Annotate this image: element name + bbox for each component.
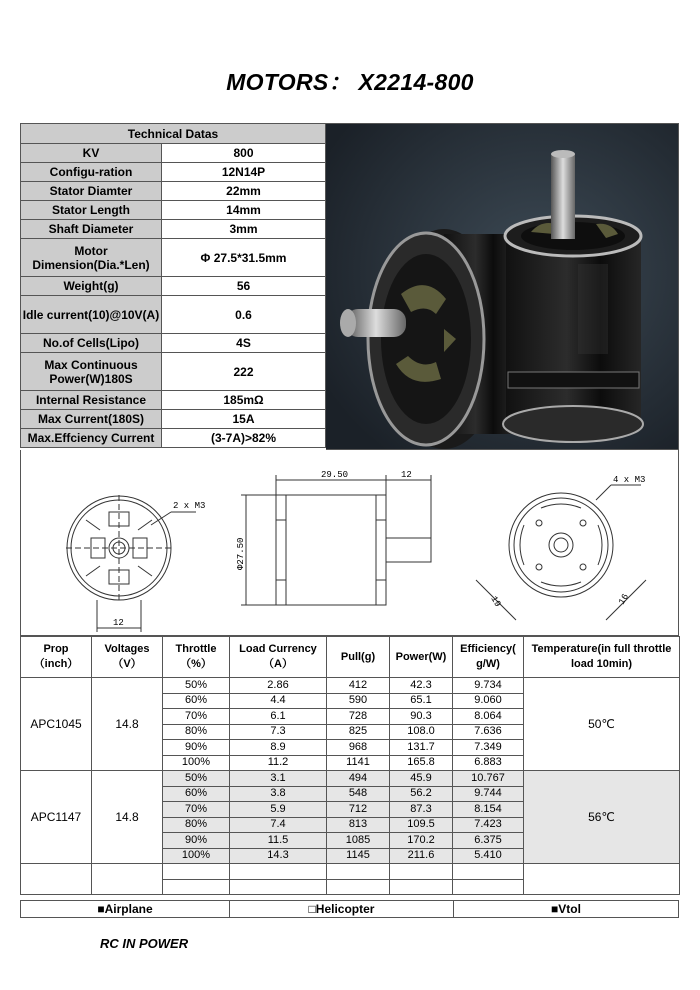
spec-label: Configu-ration [21,163,162,182]
spec-value: 0.6 [162,296,326,334]
current-cell: 7.4 [230,817,327,833]
spec-value: 185mΩ [162,391,326,410]
page-title: MOTORS： X2214-800 [226,69,474,95]
current-cell: 11.2 [230,755,327,771]
power-cell: 211.6 [390,848,453,864]
power-cell: 65.1 [390,693,453,709]
spec-label: No.of Cells(Lipo) [21,334,162,353]
vtol-checkbox: ■Vtol [454,901,679,918]
spec-label: Max.Effciency Current [21,429,162,448]
spec-value: (3-7A)>82% [162,429,326,448]
empty-cell [230,864,327,880]
pull-cell: 1145 [327,848,390,864]
empty-cell [163,879,230,895]
empty-cell [230,879,327,895]
spec-value: 4S [162,334,326,353]
empty-row [21,864,680,880]
spec-value: 15A [162,410,326,429]
spec-label: KV [21,144,162,163]
power-cell: 108.0 [390,724,453,740]
empty-cell [163,864,230,880]
pull-cell: 712 [327,802,390,818]
header-voltage: Voltages （V） [92,637,163,678]
temperature-cell: 56℃ [524,771,680,864]
power-cell: 109.5 [390,817,453,833]
spec-label: Idle current(10)@10V(A) [21,296,162,334]
rear-dim-label-1: 19 [488,594,503,609]
power-cell: 42.3 [390,678,453,694]
power-cell: 45.9 [390,771,453,787]
current-cell: 5.9 [230,802,327,818]
empty-cell [390,864,453,880]
throttle-cell: 90% [163,740,230,756]
application-footer [20,900,679,918]
header-prop: Prop （inch） [21,637,92,678]
throttle-cell: 60% [163,786,230,802]
empty-cell [453,864,524,880]
spec-value: 12N14P [162,163,326,182]
empty-cell [390,879,453,895]
airplane-checkbox: ■Airplane [21,901,230,918]
throttle-cell: 70% [163,709,230,725]
efficiency-cell: 9.744 [453,786,524,802]
front-dim-label: 12 [113,618,124,628]
efficiency-cell: 8.064 [453,709,524,725]
header-throttle: Throttle （%） [163,637,230,678]
voltage-cell: 14.8 [92,771,163,864]
prop-cell: APC1045 [21,678,92,771]
spec-label: Internal Resistance [21,391,162,410]
empty-cell [327,864,390,880]
pull-cell: 1141 [327,755,390,771]
side-diameter-label: Φ27.50 [236,537,246,570]
helicopter-checkbox: □Helicopter [230,901,454,918]
throttle-cell: 100% [163,848,230,864]
empty-cell [524,864,680,895]
efficiency-cell: 9.734 [453,678,524,694]
throttle-cell: 50% [163,771,230,787]
current-cell: 4.4 [230,693,327,709]
throttle-cell: 50% [163,678,230,694]
throttle-cell: 80% [163,724,230,740]
spec-value: 3mm [162,220,326,239]
efficiency-cell: 9.060 [453,693,524,709]
spec-table [20,123,326,448]
performance-table [20,636,680,895]
power-cell: 131.7 [390,740,453,756]
current-cell: 11.5 [230,833,327,849]
side-shaft-label: 12 [401,470,412,480]
current-cell: 2.86 [230,678,327,694]
current-cell: 3.1 [230,771,327,787]
power-cell: 170.2 [390,833,453,849]
spec-label: Weight(g) [21,277,162,296]
power-cell: 165.8 [390,755,453,771]
empty-cell [21,864,92,895]
empty-cell [92,864,163,895]
power-cell: 87.3 [390,802,453,818]
spec-label: Stator Length [21,201,162,220]
efficiency-cell: 5.410 [453,848,524,864]
efficiency-cell: 7.349 [453,740,524,756]
temperature-cell: 50℃ [524,678,680,771]
pull-cell: 590 [327,693,390,709]
spec-label: Max Current(180S) [21,410,162,429]
prop-cell: APC1147 [21,771,92,864]
spec-value: Φ 27.5*31.5mm [162,239,326,277]
throttle-cell: 100% [163,755,230,771]
front-motor-can [506,234,641,424]
efficiency-cell: 7.423 [453,817,524,833]
current-cell: 14.3 [230,848,327,864]
pull-cell: 412 [327,678,390,694]
spec-value: 14mm [162,201,326,220]
empty-cell [453,879,524,895]
table-row [21,678,680,694]
efficiency-cell: 10.767 [453,771,524,787]
pull-cell: 968 [327,740,390,756]
header-power: Power(W) [390,637,453,678]
technical-drawing [20,450,679,636]
pull-cell: 1085 [327,833,390,849]
pull-cell: 494 [327,771,390,787]
pull-cell: 728 [327,709,390,725]
efficiency-cell: 6.883 [453,755,524,771]
header-temperature: Temperature(in full throttle load 10min) [524,637,680,678]
throttle-cell: 60% [163,693,230,709]
empty-cell [327,879,390,895]
throttle-cell: 80% [163,817,230,833]
front-mount-label: 2 x M3 [173,501,206,511]
spec-header: Technical Datas [21,124,326,144]
spec-label: Stator Diamter [21,182,162,201]
efficiency-cell: 8.154 [453,802,524,818]
side-length-label: 29.50 [321,470,349,480]
spec-value: 22mm [162,182,326,201]
spec-value: 56 [162,277,326,296]
spec-label: Motor Dimension(Dia.*Len) [21,239,162,277]
spec-label: Shaft Diameter [21,220,162,239]
table-row [21,771,680,787]
spec-value: 800 [162,144,326,163]
header-load-current: Load Currency （A） [230,637,327,678]
current-cell: 8.9 [230,740,327,756]
header-pull: Pull(g) [327,637,390,678]
pull-cell: 548 [327,786,390,802]
rear-mount-label: 4 x M3 [613,475,646,485]
power-cell: 56.2 [390,786,453,802]
motor-render [326,124,679,450]
pull-cell: 825 [327,724,390,740]
efficiency-cell: 6.375 [453,833,524,849]
throttle-cell: 70% [163,802,230,818]
spec-label: Max Continuous Power(W)180S [21,353,162,391]
rear-dim-label-2: 16 [616,592,632,607]
throttle-cell: 90% [163,833,230,849]
spec-value: 222 [162,353,326,391]
power-cell: 90.3 [390,709,453,725]
voltage-cell: 14.8 [92,678,163,771]
current-cell: 7.3 [230,724,327,740]
header-efficiency: Efficiency( g/W) [453,637,524,678]
dimension-drawings [21,450,680,636]
front-shaft [551,154,575,239]
motor-photo [326,123,679,450]
pull-cell: 813 [327,817,390,833]
current-cell: 3.8 [230,786,327,802]
brand-label: RC IN POWER [100,936,189,951]
efficiency-cell: 7.636 [453,724,524,740]
current-cell: 6.1 [230,709,327,725]
